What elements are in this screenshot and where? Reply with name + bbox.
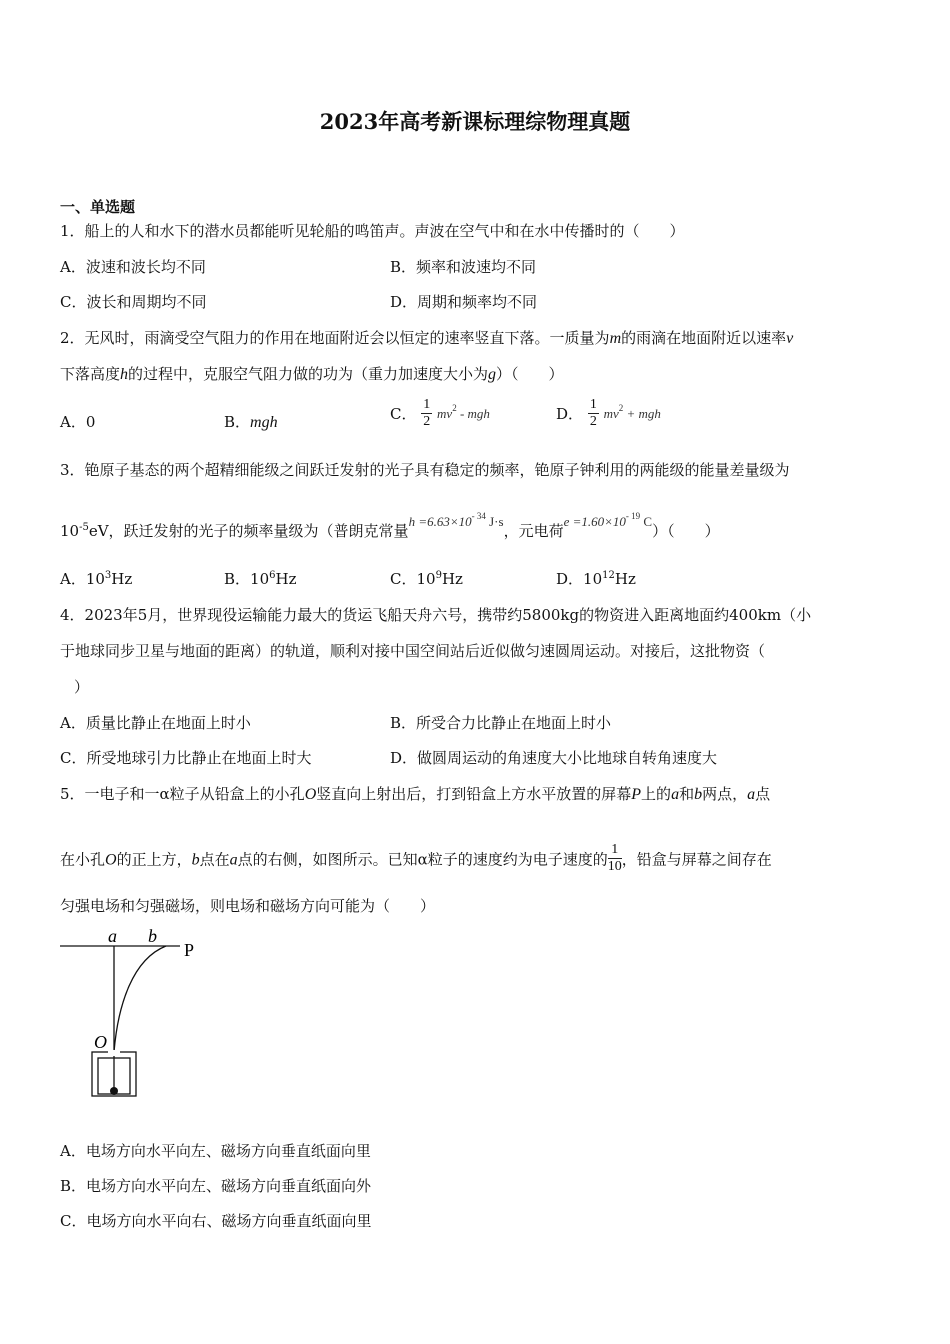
q5-stem-line3: 匀强电场和匀强磁场，则电场和磁场方向可能为（ ） — [60, 897, 436, 915]
q2-option-a: A．0 — [60, 413, 96, 431]
q3-stem-line1: 3．铯原子基态的两个超精细能级之间跃迁发射的光子具有稳定的频率，铯原子钟利用的两能级的能量差量级为 — [60, 461, 790, 479]
q4-option-d: D．做圆周运动的角速度大小比地球自转角速度大 — [390, 749, 718, 767]
q5-option-a: A．电场方向水平向左、磁场方向垂直纸面向里 — [60, 1142, 371, 1160]
source-dot — [110, 1087, 118, 1095]
q1-option-a: A．波速和波长均不同 — [60, 258, 206, 276]
planck-constant: $h =6.63\times 10^{- 34}$ J·s — [408, 511, 504, 529]
q2-stem-line1: 2．无风时，雨滴受空气阻力的作用在地面附近会以恒定的速率竖直下落。一质量为m的雨滴在地面附近以速率v — [60, 329, 794, 347]
q2-option-b: B．mgh — [224, 413, 278, 431]
q5-option-c: C．电场方向水平向右、磁场方向垂直纸面向里 — [60, 1212, 372, 1230]
page-title: 2023年高考新课标理综物理真题 — [319, 109, 631, 134]
q5-stem-line1: 5．一电子和一α粒子从铅盒上的小孔O竖直向上射出后，打到铅盒上方水平放置的屏幕P上的a和b两点，a点 — [60, 785, 771, 803]
q2-option-c: C． $\frac{1}{2}$ $mv^2$ - mgh — [390, 397, 490, 429]
q5-stem-line2: 在小孔O的正上方，b点在a点的右侧，如图所示。已知α粒子的速度约为电子速度的 $\frac{1}{10}$ ，铅盒与屏幕之间存在 — [60, 842, 772, 874]
label-p: P — [184, 940, 195, 960]
q3-stem-line2: $10^{-5}eV$，跃迁发射的光子的频率量级为（普朗克常量$h =6.63\times 10^{- 34}$ J·s，元电荷$e =1.60\times 10^{- 19}$ C）（ ） — [60, 511, 720, 540]
lead-box-hole — [108, 1050, 120, 1056]
label-o: O — [94, 1032, 107, 1052]
q4-stem-line1: 4．2023年5月，世界现役运输能力最大的货运飞船天舟六号，携带约5800kg的物资进入距离地面约400km（小 — [60, 606, 812, 624]
q4-stem-line2: 于地球同步卫星与地面的距离）的轨道，顺利对接中国空间站后近似做匀速圆周运动。对接后，这批物资（ — [60, 642, 766, 660]
label-b: b — [148, 926, 157, 946]
curved-path — [114, 946, 166, 1052]
q1-option-b: B．频率和波速均不同 — [390, 258, 537, 276]
q5-option-b: B．电场方向水平向左、磁场方向垂直纸面向外 — [60, 1177, 372, 1195]
fraction-half: $\frac{1}{2}$ — [589, 397, 597, 429]
fraction-half: $\frac{1}{2}$ — [423, 397, 431, 429]
q3-option-a: A．$10^3Hz$ — [60, 570, 133, 588]
lead-box-screen-diagram — [58, 924, 218, 1104]
q2-stem-line2: 下落高度h的过程中，克服空气阻力做的功为（重力加速度大小为g）（ ） — [60, 365, 564, 383]
q3-option-d: D．$10^{12}Hz$ — [556, 570, 636, 588]
q3-option-b: B．$10^6Hz$ — [224, 570, 297, 588]
q1-option-c: C．波长和周期均不同 — [60, 293, 207, 311]
fraction-one-tenth: $\frac{1}{10}$ — [607, 842, 622, 874]
q2-option-d: D． $\frac{1}{2}$ $mv^2$ + mgh — [556, 397, 661, 429]
q1-option-d: D．周期和频率均不同 — [390, 293, 538, 311]
q3-option-c: C．$10^9Hz$ — [390, 570, 463, 588]
q4-option-a: A．质量比静止在地面上时小 — [60, 714, 251, 732]
section-heading: 一、单选题 — [60, 198, 136, 216]
q1-stem: 1．船上的人和水下的潜水员都能听见轮船的鸣笛声。声波在空气中和在水中传播时的（ ） — [60, 222, 685, 240]
q4-option-b: B．所受合力比静止在地面上时小 — [390, 714, 612, 732]
q4-stem-line3: ） — [74, 678, 90, 696]
q4-option-c: C．所受地球引力比静止在地面上时大 — [60, 749, 312, 767]
elementary-charge: $e =1.60\times 10^{- 19}$ C — [563, 511, 653, 529]
label-a: a — [108, 926, 117, 946]
